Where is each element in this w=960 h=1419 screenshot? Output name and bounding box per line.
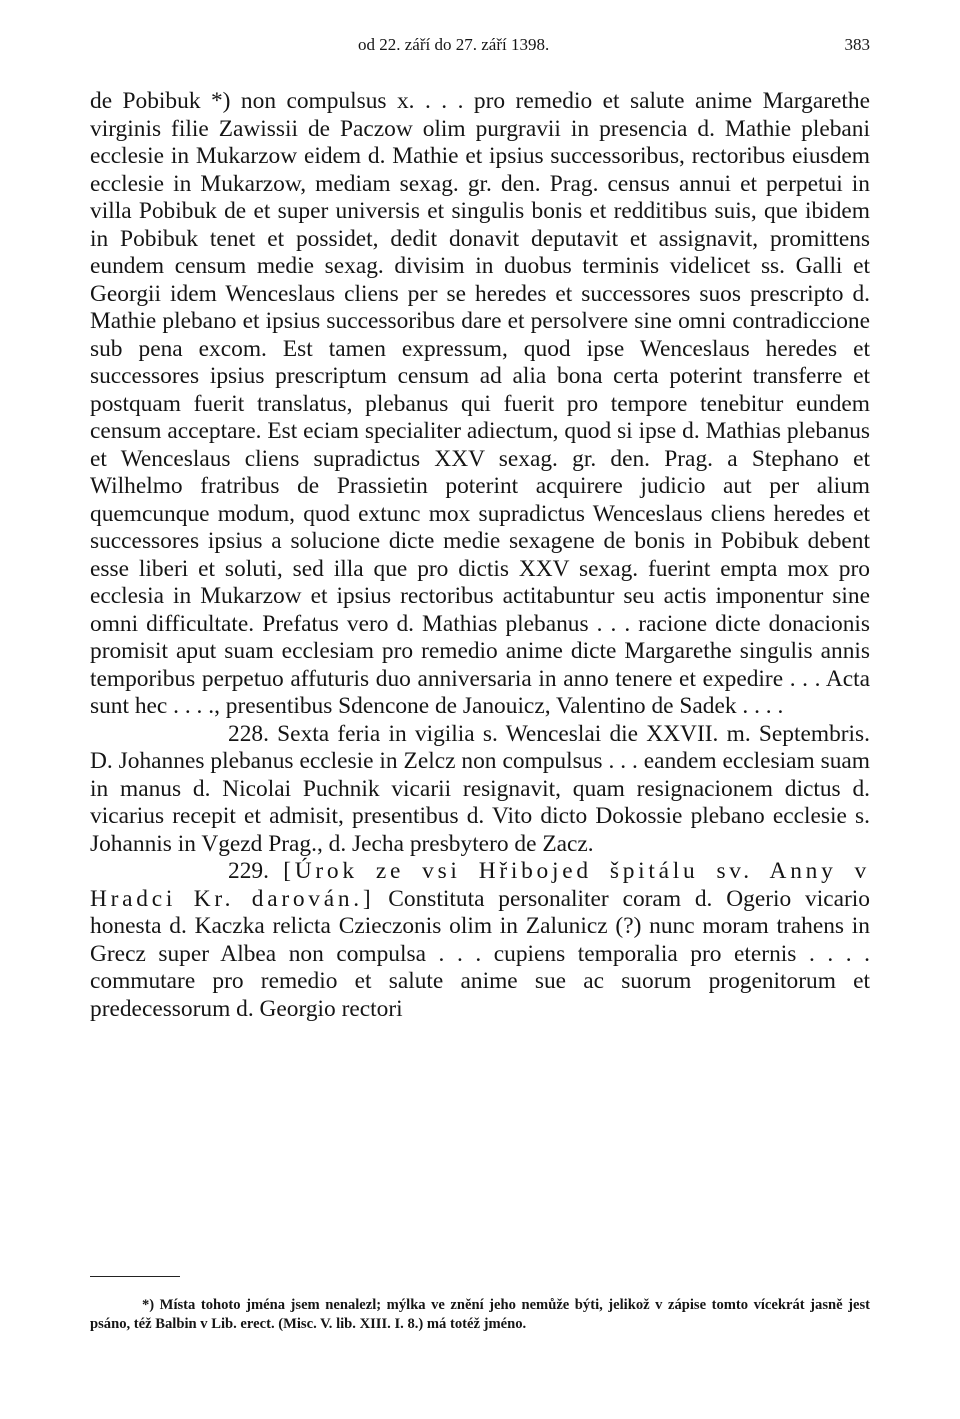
book-page	[90, 0, 870, 1419]
footnote: *) Místa tohoto jména jsem nenalezl; mýlka ve znění jeho nemůže býti, jelikož v zápise tomto vícekrát jasně jest psáno, též Balbin v Lib. erect. (Misc. V. lib. XIII. I. 8.) má totéž jméno.	[90, 1297, 870, 1332]
entry-heading: [Úrok ze vsi Hřibojed špitálu sv. Anny v Hradci Kr. darován.]	[90, 858, 870, 912]
footnote-rule	[90, 1276, 180, 1277]
body-text	[90, 88, 870, 1023]
entry-228: 228. Sexta feria in vigilia s. Wenceslai die XXVII. m. Septembris. D. Johannes plebanus ecclesie in Zelcz non compulsus . . . eandem ecclesiam suam in manus d. Nicolai Puchnik vicarii resignavit, quam resignacionem dictus d. vicarius recepit et admisit, presentibus d. Vito dicto Dokossie plebano ecclesie s. Johannis in Vgezd Prag., d. Jecha presbytero de Zacz.	[90, 720, 870, 857]
entry-number: 229.	[228, 858, 269, 884]
running-title: od 22. září do 27. září 1398.	[358, 35, 550, 54]
entry-text: Constituta personaliter coram d. Ogerio vicario honesta d. Kaczka relicta Czieczonis olim in Zalunicz (?) nunc moram trahens in Grecz super Albea non compulsa . . . cupiens temporalia pro eternis . . . . commutare pro remedio et salute anime sue ac suorum progenitorum et predecessorum d. Georgio rectori	[90, 885, 870, 1022]
running-head	[90, 34, 870, 56]
entry-229	[90, 858, 870, 1023]
page-number: 383	[844, 35, 870, 54]
continuation-paragraph: de Pobibuk *) non compulsus x. . . . pro remedio et salute anime Margarethe virginis filie Zawissii de Paczow olim purgravii in presencia d. Mathie plebani ecclesie in Mukarzow eidem d. Mathie et ipsius successoribus, rectoribus eiusdem ecclesie in Mukarzow, mediam sexag. gr. den. Prag. census annui et perpetui in villa Pobibuk de et super universis et singulis bonis et redditibus suis, que ibidem in Pobibuk tenet et possidet, dedit donavit deputavit et assignavit, promittens eundem censum medie sexag. divisim in duobus terminis videlicet ss. Galli et Georgii idem Wenceslaus cliens per se heredes et successores suos prescripto d. Mathie plebano et ipsius successoribus dare et persolvere sine omni contradiccione sub pena excom. Est tamen expressum, quod ipse Wenceslaus heredes et successores ipsius prescriptum censum ad alia bona certa poterint transferre et postquam fuerit translatus, plebanus qui fuerit pro tempore tenebitur eundem censum acceptare. Est eciam specialiter adiectum, quod si ipse d. Mathias plebanus et Wenceslaus cliens supradictus XXV sexag. gr. den. Prag. a Stephano et Wilhelmo fratribus de Prassietin poterint acquirere judicio aut per alium quemcunque modum, quod extunc mox supradictus Wenceslaus cliens heredes et successores ipsius a solucione dicte medie sexagene de bonis in Pobibuk debent esse liberi et soluti, sed illa que pro dictis XXV sexag. fuerint empta mox pro ecclesia in Mukarzow et ipsius rectoribus actitabuntur seu actis imponentur sine omni difficultate. Prefatus vero d. Mathias plebanus . . . racione dicte donacionis promisit aput suam ecclesiam pro remedio anime dicte Margarethe singulis annis temporibus perpetuo affuturis duo anniversaria in anno tenere et expedire . . . Acta sunt hec . . . ., presentibus Sdencone de Janouicz, Valentino de Sadek . . . .	[90, 88, 870, 719]
